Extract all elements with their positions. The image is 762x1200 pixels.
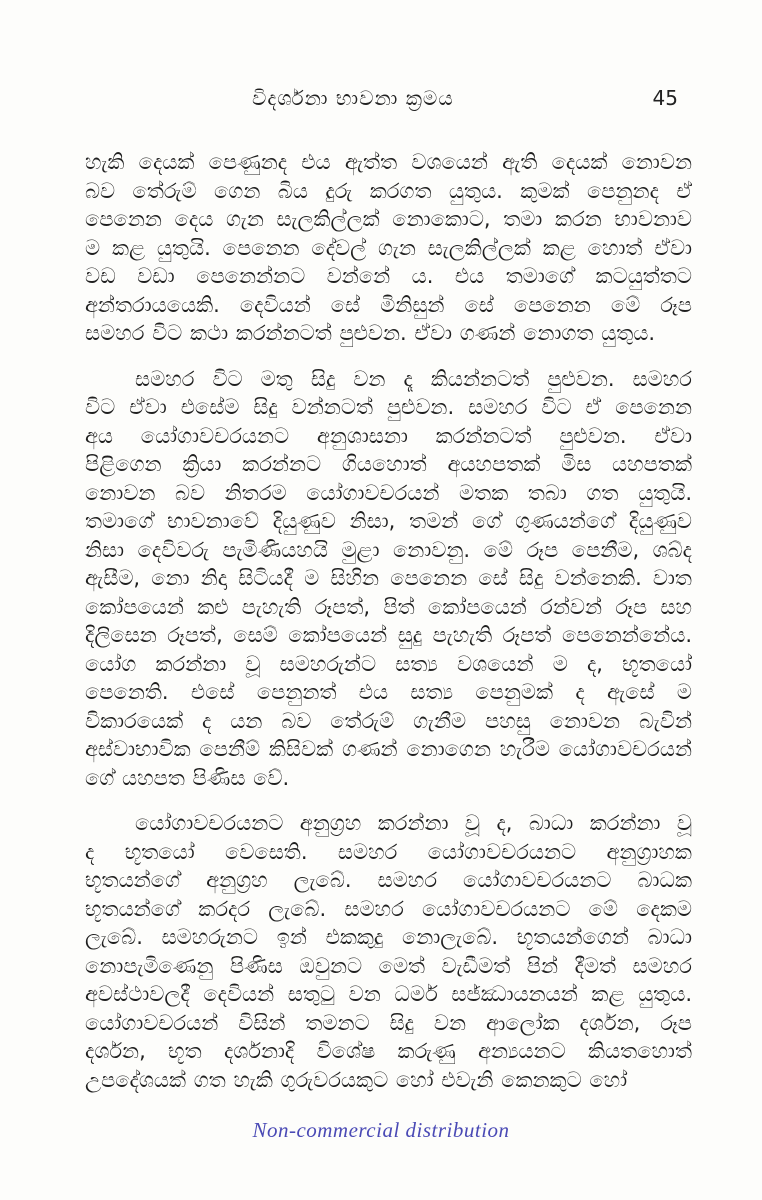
paragraph	[85, 148, 692, 348]
page-number: 45	[652, 86, 678, 110]
text-line: නොපැමිණෙනු පිණිස ඔවුනට මෙත් වැඩීමත් පින් දීමත් සමහර	[85, 953, 692, 978]
page-footer	[0, 1118, 762, 1143]
text-line: දර්ශන, භූත දර්ශනාදි විශේෂ කරුණු අන්‍යයනට කියතහොත්	[85, 1039, 692, 1063]
text-line: නිසා දෙවිවරු පැමිණියහයි මුළා නොවනු. මේ රූප පෙනීම, ශබ්ද	[85, 537, 692, 562]
text-line: භූතයන්ගේ අනුග්‍රහ ලැබේ. සමහර යෝගාවචරයනට බාධක	[85, 868, 692, 892]
text-line: ගේ යහපත පිණිස වේ.	[85, 765, 290, 790]
text-line: ලැබේ. සමහරුනට ඉන් එකකුදු නොලැබේ. භූතයන්ගෙන් බාධා	[85, 925, 692, 949]
text-line: වඩ වඩා පෙනෙන්නට වන්නේ ය. එය තමාගේ කටයුත්තට	[85, 264, 692, 288]
text-line: ම කළ යුතුයි. පෙනෙන දේවල් ගැන සැලකිල්ලක් කළ හොත් ඒවා	[85, 235, 692, 260]
text-line: තමාගේ භාවනාවේ දියුණුව නිසා, තමන් ගේ ගුණයන්ගේ දියුණුව	[85, 509, 692, 533]
text-line: විට ඒවා එසේම සිදු වන්නටත් පුළුවන. සමහර විට ඒ පෙනෙන	[85, 395, 692, 419]
text-line: උපදේශයක් ගත හැකි ගුරුවරයකුට හෝ එවැනි කෙනකුට හෝ	[85, 1067, 628, 1092]
text-line: අස්වාභාවික පෙනීම් කිසිවක් ගණන් නොගෙන හැරීම යෝගාවචරයන්	[85, 737, 692, 761]
text-line: සමහර විට කථා කරන්නටත් පුළුවන. ඒවා ගණන් නොගත යුතුය.	[85, 321, 656, 345]
text-line: පෙනෙති. එසේ පෙනුනත් එය සත්‍ය පෙනුමක් ද ඇසේ ම	[85, 680, 692, 704]
text-line: අවස්ථාවලදී දෙවියන් සතුටු වන ධර්ම සජ්ඣායනයන් කළ යුතුය.	[85, 982, 692, 1006]
text-line: අන්තරායයෙකි. දෙවියන් සේ මිනිසුන් සේ පෙනෙන මේ රූප	[85, 292, 692, 317]
paragraph	[85, 365, 692, 793]
paragraph	[85, 809, 692, 1094]
footer-note: Non-commercial distribution	[252, 1118, 510, 1142]
text-line: හැකි දෙයක් පෙණුනද එය ඇත්ත වශයෙන් ඇති දෙයක් නොවන	[85, 150, 692, 174]
text-line: භූතයන්ගේ කරදර ලැබේ. සමහර යෝගාවචරයනට මේ දෙකම	[85, 896, 692, 921]
text-line: ඇසීම, නො නිදා සිටියදී ම සිහින පෙනෙන සේ සිදු වන්නෙකි. වාත	[85, 566, 692, 590]
text-line: යෝගාවචරයන් විසින් තමනට සිදු වන ආලෝක දර්ශන, රූප	[85, 1010, 692, 1035]
text-line: විකාරයෙක් ද යන බව තේරුම් ගැනීම පහසු නොවන බැවින්	[85, 708, 692, 733]
text-line: බව තේරුම් ගෙන බිය දුරු කරගත යුතුය. කුමක් පෙනුනද ඒ	[85, 178, 692, 203]
text-line: සමහර විට මතු සිදු වන දෑ කියන්නටත් පුළුවන. සමහර	[135, 366, 692, 391]
text-line: ද භූතයෝ වෙසෙති. සමහර යෝගාවචරයනට අනුග්‍රාහක	[85, 839, 692, 864]
page-body	[85, 148, 692, 1094]
text-line: පෙනෙන දෙය ගැන සැලකිල්ලක් නොකොට, තමා කරන භාවනාව	[85, 207, 692, 231]
text-line: කෝපයෙන් කළු පැහැති රූපත්, පිත් කෝපයෙන් රන්වන් රූප සහ	[85, 594, 692, 619]
text-line: පිළිගෙන ක්‍රියා කරන්නට ගියහොත් අයහපතක් මිස යහපතක්	[85, 452, 692, 476]
text-line: දිලිසෙන රූපත්, සෙම් කෝපයෙන් සුදු පැහැති රූපත් පෙනෙන්නේය.	[85, 623, 692, 647]
text-line: යෝග කරන්නා වූ සමහරුන්ට සත්‍ය වශයෙන් ම ද, භූතයෝ	[85, 651, 692, 676]
text-line: නොවන බව නිතරම යෝගාවචරයන් මතක තබා ගත යුතුයි.	[85, 480, 692, 505]
chapter-title: විදර්ශනා භාවනා ක්‍රමය	[252, 86, 454, 110]
text-line: අය යෝගාවචරයනට අනුශාසනා කරන්නටත් පුළුවන. ඒවා	[85, 423, 692, 448]
page-header	[0, 86, 762, 116]
text-line: යෝගාවචරයනට අනුග්‍රහ කරන්නා වූ ද, බාධා කරන්නා වූ	[135, 811, 692, 835]
